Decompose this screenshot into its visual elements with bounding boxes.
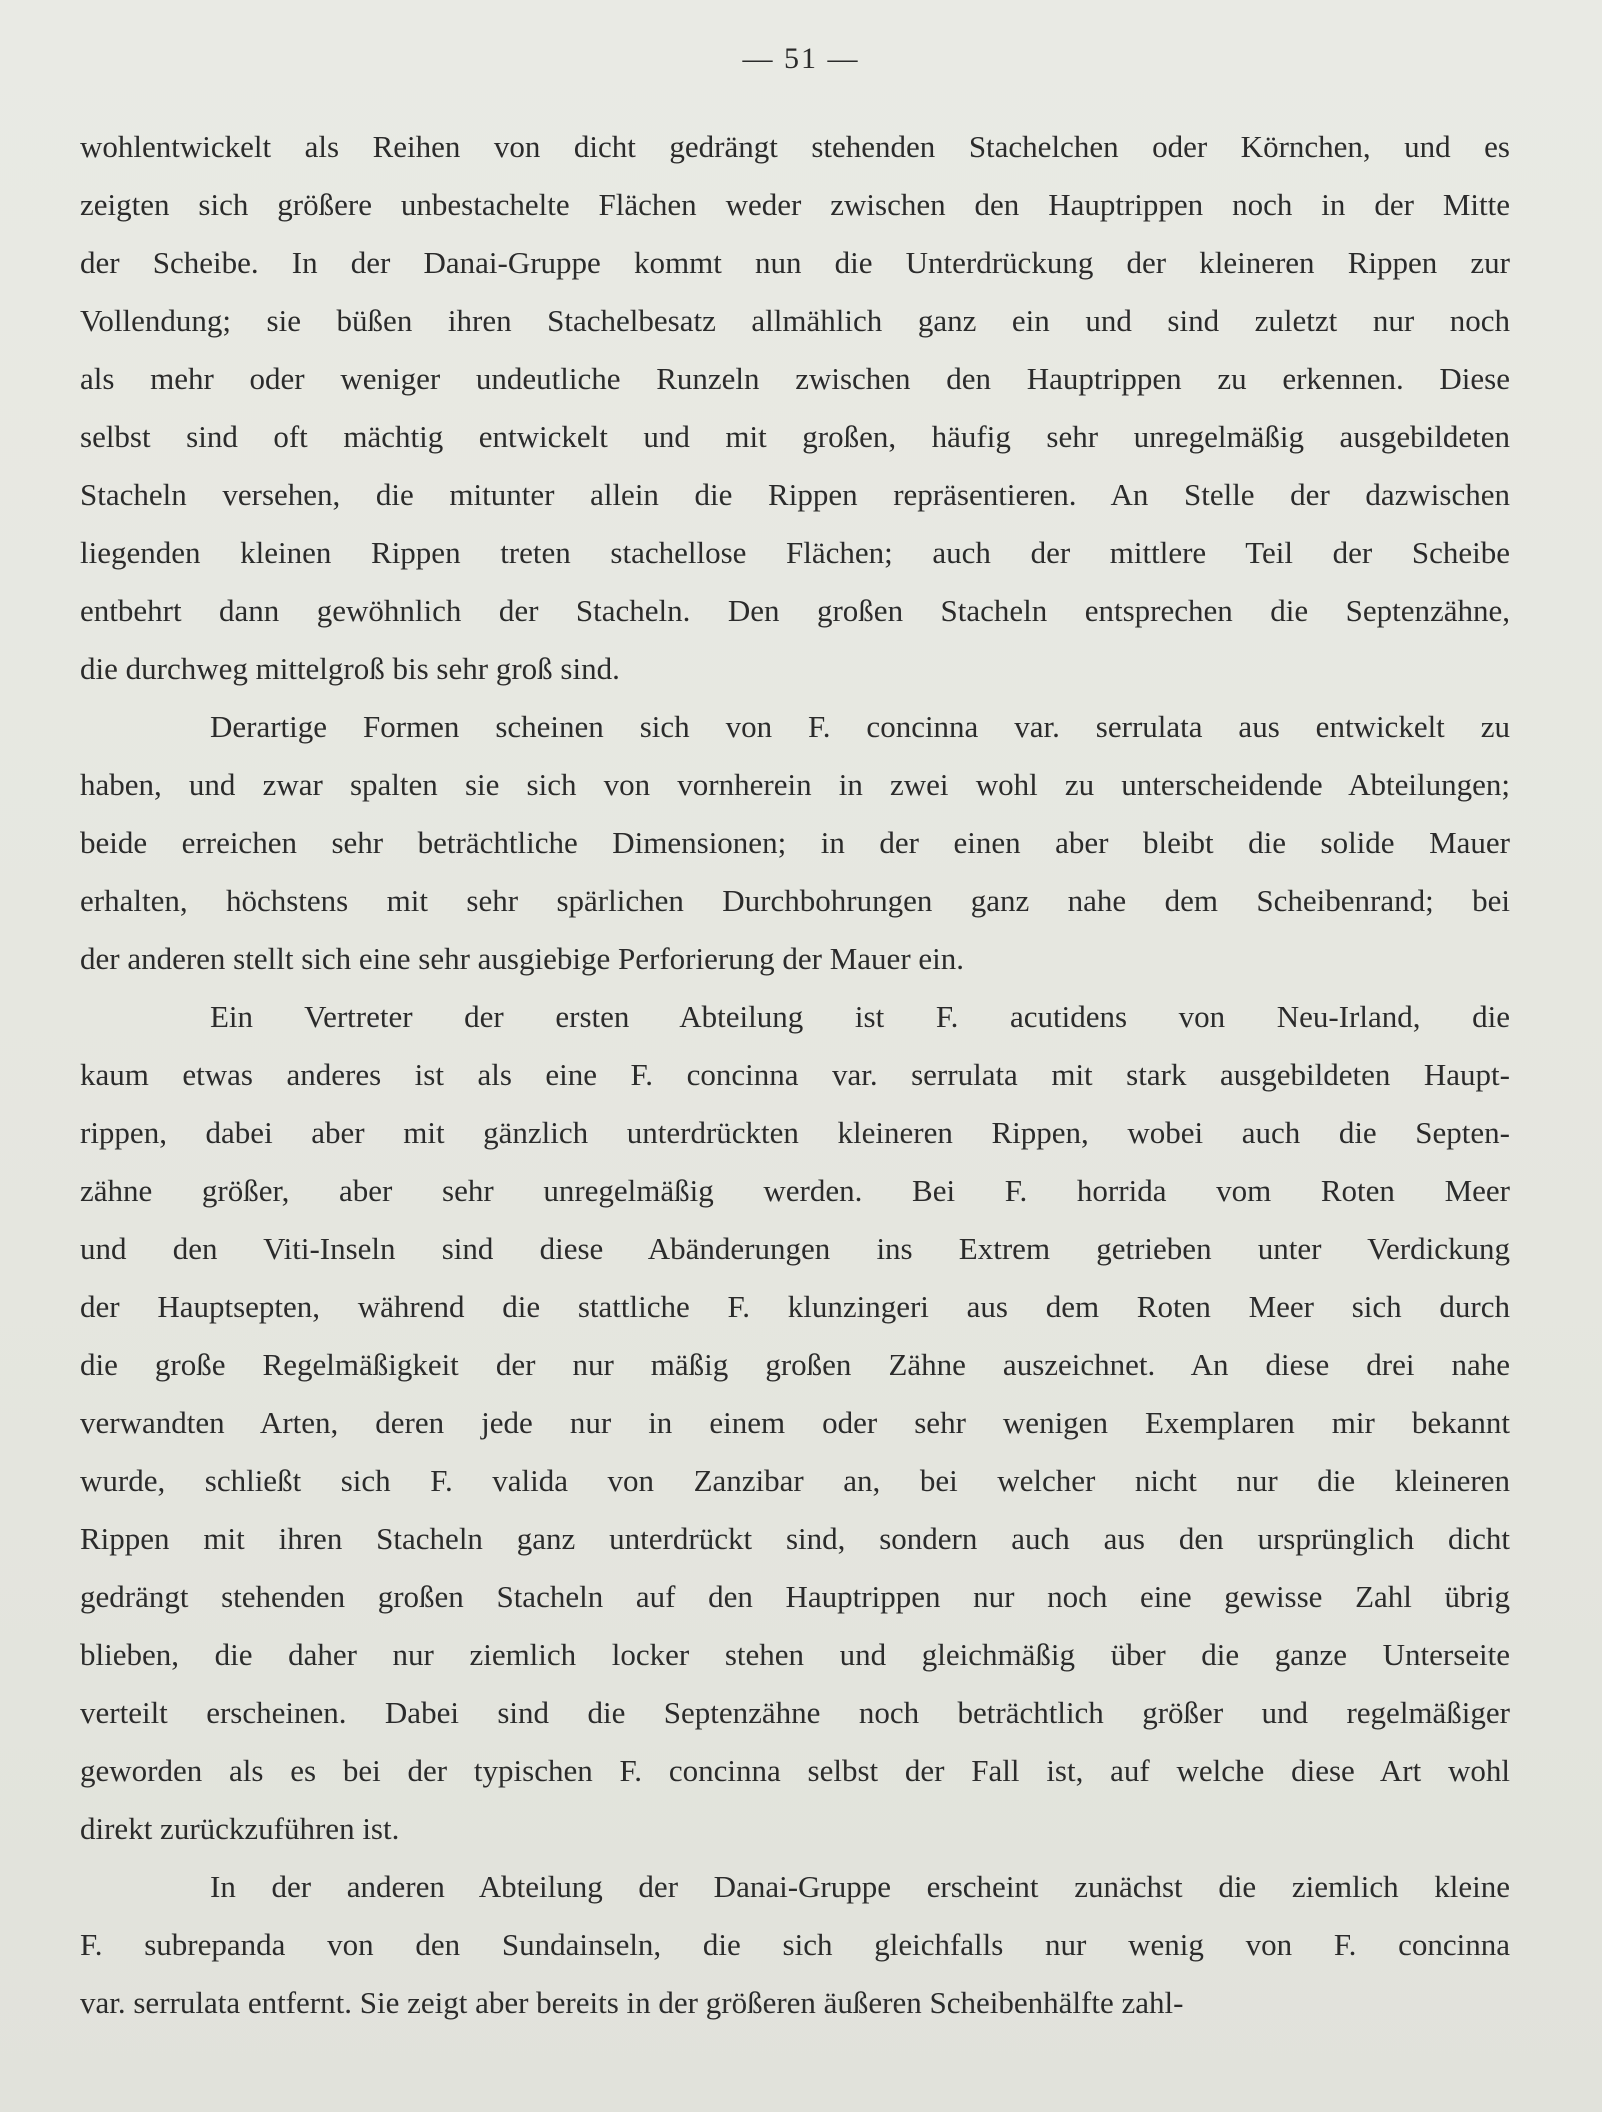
text-line: gedrängt stehenden großen Stacheln auf den Hauptrippen nur noch eine gewisse Zahl übrig — [80, 1579, 1510, 1614]
text-line: haben, und zwar spalten sie sich von vornherein in zwei wohl zu unterscheidende Abteilungen; — [80, 767, 1510, 802]
text-line: als mehr oder weniger undeutliche Runzeln zwischen den Hauptrippen zu erkennen. Diese — [80, 361, 1510, 396]
text-line: F. subrepanda von den Sundainseln, die sich gleichfalls nur wenig von F. concinna — [80, 1927, 1510, 1962]
text-line: var. serrulata entfernt. Sie zeigt aber bereits in der größeren äußeren Scheibenhälfte zahl- — [80, 1985, 1184, 2020]
text-line: kaum etwas anderes ist als eine F. concinna var. serrulata mit stark ausgebildeten Haupt- — [80, 1057, 1510, 1092]
text-line: und den Viti-Inseln sind diese Abänderungen ins Extrem getrieben unter Verdickung — [80, 1231, 1510, 1266]
text-line: die durchweg mittelgroß bis sehr groß sind. — [80, 651, 620, 686]
page-number: — 51 — — [742, 42, 860, 75]
text-line: blieben, die daher nur ziemlich locker stehen und gleichmäßig über die ganze Unterseite — [80, 1637, 1510, 1672]
text-line: Rippen mit ihren Stacheln ganz unterdrückt sind, sondern auch aus den ursprünglich dicht — [80, 1521, 1510, 1556]
paragraph — [80, 698, 1510, 988]
text-line: liegenden kleinen Rippen treten stachellose Flächen; auch der mittlere Teil der Scheibe — [80, 535, 1510, 570]
text-line: beide erreichen sehr beträchtliche Dimensionen; in der einen aber bleibt die solide Mauer — [80, 825, 1510, 860]
text-line: geworden als es bei der typischen F. concinna selbst der Fall ist, auf welche diese Art wohl — [80, 1753, 1510, 1788]
text-line: Stacheln versehen, die mitunter allein die Rippen repräsentieren. An Stelle der dazwischen — [80, 477, 1510, 512]
paragraph — [80, 1858, 1510, 2032]
text-line: zeigten sich größere unbestachelte Flächen weder zwischen den Hauptrippen noch in der Mitte — [80, 187, 1510, 222]
text-line: verwandten Arten, deren jede nur in einem oder sehr wenigen Exemplaren mir bekannt — [80, 1405, 1510, 1440]
paragraph — [80, 988, 1510, 1858]
text-line: selbst sind oft mächtig entwickelt und mit großen, häufig sehr unregelmäßig ausgebildeten — [80, 419, 1510, 454]
text-line: verteilt erscheinen. Dabei sind die Septenzähne noch beträchtlich größer und regelmäßiger — [80, 1695, 1510, 1730]
text-line: entbehrt dann gewöhnlich der Stacheln. Den großen Stacheln entsprechen die Septenzähne, — [80, 593, 1510, 628]
text-line: die große Regelmäßigkeit der nur mäßig großen Zähne auszeichnet. An diese drei nahe — [80, 1347, 1510, 1382]
text-line: erhalten, höchstens mit sehr spärlichen Durchbohrungen ganz nahe dem Scheibenrand; bei — [80, 883, 1510, 918]
text-line: zähne größer, aber sehr unregelmäßig werden. Bei F. horrida vom Roten Meer — [80, 1173, 1510, 1208]
text-line: der Hauptsepten, während die stattliche F. klunzingeri aus dem Roten Meer sich durch — [80, 1289, 1510, 1324]
text-line: Ein Vertreter der ersten Abteilung ist F. acutidens von Neu-Irland, die — [210, 999, 1510, 1034]
text-line: In der anderen Abteilung der Danai-Gruppe erscheint zunächst die ziemlich kleine — [210, 1869, 1510, 1904]
paragraph — [80, 118, 1510, 698]
body-text — [80, 118, 1510, 2032]
text-line: der Scheibe. In der Danai-Gruppe kommt nun die Unterdrückung der kleineren Rippen zur — [80, 245, 1510, 280]
text-line: wurde, schließt sich F. valida von Zanzibar an, bei welcher nicht nur die kleineren — [80, 1463, 1510, 1498]
text-line: rippen, dabei aber mit gänzlich unterdrückten kleineren Rippen, wobei auch die Septen- — [80, 1115, 1510, 1150]
text-line: direkt zurückzuführen ist. — [80, 1811, 400, 1846]
text-line: wohlentwickelt als Reihen von dicht gedrängt stehenden Stachelchen oder Körnchen, und es — [80, 129, 1510, 164]
text-line: Derartige Formen scheinen sich von F. concinna var. serrulata aus entwickelt zu — [210, 709, 1510, 744]
text-line: Vollendung; sie büßen ihren Stachelbesatz allmählich ganz ein und sind zuletzt nur noch — [80, 303, 1510, 338]
text-line: der anderen stellt sich eine sehr ausgiebige Perforierung der Mauer ein. — [80, 941, 965, 976]
